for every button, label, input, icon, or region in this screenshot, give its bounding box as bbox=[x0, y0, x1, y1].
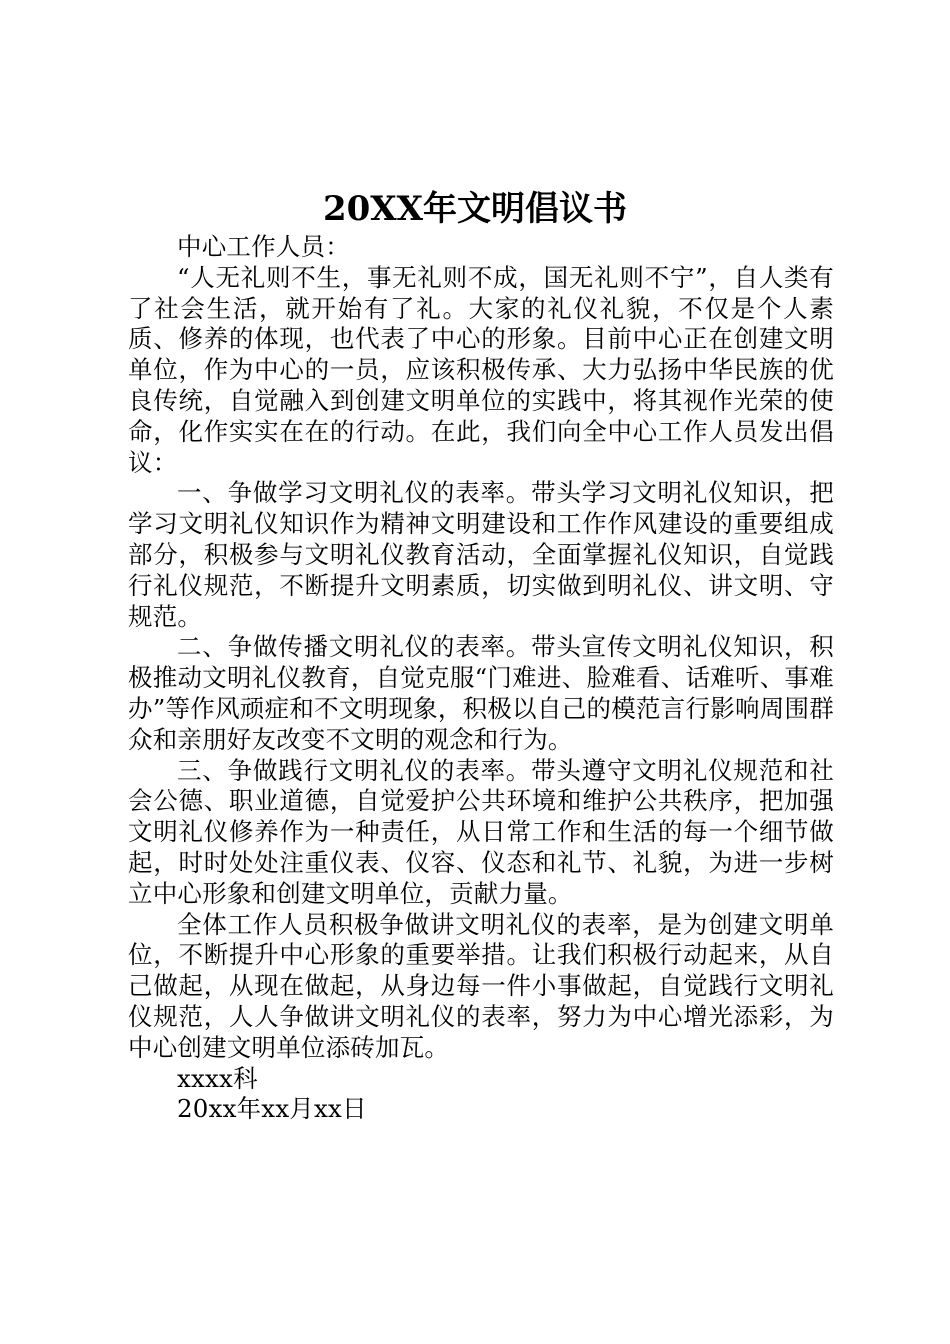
salutation: 中心工作人员： bbox=[177, 232, 350, 261]
document-title: 20XX年文明倡议书 bbox=[322, 189, 628, 229]
paragraph-point-2: 二、争做传播文明礼仪的表率。带头宣传文明礼仪知识，积极推动文明礼仪教育，自觉克服“门难进、脸难看、话难听、事难办”等作风顽症和不文明现象，积极以自己的模范言行影响周围群众和亲朋好友改变不文明的观念和行为。 bbox=[128, 632, 834, 754]
document-body bbox=[128, 232, 834, 1125]
date: 20xx年xx月xx日 bbox=[177, 1094, 367, 1124]
paragraph-point-1: 一、争做学习文明礼仪的表率。带头学习文明礼仪知识，把学习文明礼仪知识作为精神文明建设和工作作风建设的重要组成部分，积极参与文明礼仪教育活动，全面掌握礼仪知识，自觉践行礼仪规范，不断提升文明素质，切实做到明礼仪、讲文明、守规范。 bbox=[128, 478, 834, 631]
paragraph-intro: “人无礼则不生，事无礼则不成，国无礼则不宁”，自人类有了社会生活，就开始有了礼。大家的礼仪礼貌，不仅是个人素质、修养的体现，也代表了中心的形象。目前中心正在创建文明单位，作为中心的一员，应该积极传承、大力弘扬中华民族的优良传统，自觉融入到创建文明单位的实践中，将其视作光荣的使命，化作实实在在的行动。在此，我们向全中心工作人员发出倡议： bbox=[128, 262, 834, 477]
signature: xxxx科 bbox=[177, 1063, 258, 1093]
paragraph-conclusion: 全体工作人员积极争做讲文明礼仪的表率，是为创建文明单位，不断提升中心形象的重要举措。让我们积极行动起来，从自己做起，从现在做起，从身边每一件小事做起，自觉践行文明礼仪规范，人人争做讲文明礼仪的表率，努力为中心增光添彩，为中心创建文明单位添砖加瓦。 bbox=[128, 909, 834, 1062]
paragraph-point-3: 三、争做践行文明礼仪的表率。带头遵守文明礼仪规范和社会公德、职业道德，自觉爱护公共环境和维护公共秩序，把加强文明礼仪修养作为一种责任，从日常工作和生活的每一个细节做起，时时处处注重仪表、仪容、仪态和礼节、礼貌，为进一步树立中心形象和创建文明单位，贡献力量。 bbox=[128, 755, 834, 908]
